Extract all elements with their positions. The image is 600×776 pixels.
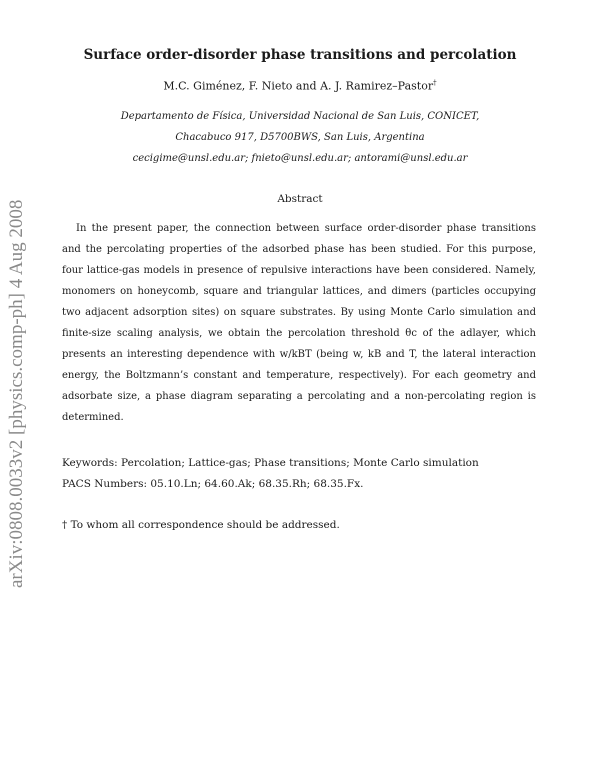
abstract-line: two adjacent adsorption sites) on square substrates. By using Monte Carlo simulation and xyxy=(62,307,536,318)
abstract-line: and the percolating properties of the adsorbed phase has been studied. For this purpose, xyxy=(62,244,536,255)
abstract-line: adsorbate size, a phase diagram separating a percolating and a non-percolating region is xyxy=(62,391,536,402)
author-names: M.C. Giménez, F. Nieto and A. J. Ramirez–Pastor xyxy=(163,79,434,93)
abstract-line: In the present paper, the connection between surface order-disorder phase transitions xyxy=(76,223,536,234)
abstract-line: presents an interesting dependence with w/kBT (being w, kB and T, the lateral interaction xyxy=(62,349,536,360)
paper-title: Surface order-disorder phase transitions and percolation xyxy=(83,47,517,63)
abstract-line: finite-size scaling analysis, we obtain the percolation threshold θc of the adlayer, which xyxy=(62,328,536,339)
affiliation-line-2: Chacabuco 917, D5700BWS, San Luis, Argentina xyxy=(175,132,425,143)
abstract-line: four lattice-gas models in presence of repulsive interactions have been considered. Namely, xyxy=(62,265,536,276)
correspondence-footnote: † To whom all correspondence should be addressed. xyxy=(62,519,340,531)
arxiv-identifier-stamp: arXiv:0808.0033v2 [physics.comp-ph] 4 Aug 2008 xyxy=(6,199,27,588)
abstract-line: monomers on honeycomb, square and triangular lattices, and dimers (particles occupying xyxy=(62,286,536,297)
affiliation-line-1: Departamento de Física, Universidad Nacional de San Luis, CONICET, xyxy=(120,111,480,122)
abstract-line: determined. xyxy=(62,412,124,423)
keywords: Keywords: Percolation; Lattice-gas; Phase transitions; Monte Carlo simulation xyxy=(62,457,479,469)
correspondence-mark: † xyxy=(433,79,437,87)
author-emails: cecigime@unsl.edu.ar; fnieto@unsl.edu.ar; antorami@unsl.edu.ar xyxy=(132,153,468,164)
pacs-numbers: PACS Numbers: 05.10.Ln; 64.60.Ak; 68.35.Rh; 68.35.Fx. xyxy=(62,478,364,490)
author-list xyxy=(0,79,600,93)
abstract-heading: Abstract xyxy=(277,193,323,205)
abstract-line: energy, the Boltzmann’s constant and temperature, respectively). For each geometry and xyxy=(62,370,536,381)
